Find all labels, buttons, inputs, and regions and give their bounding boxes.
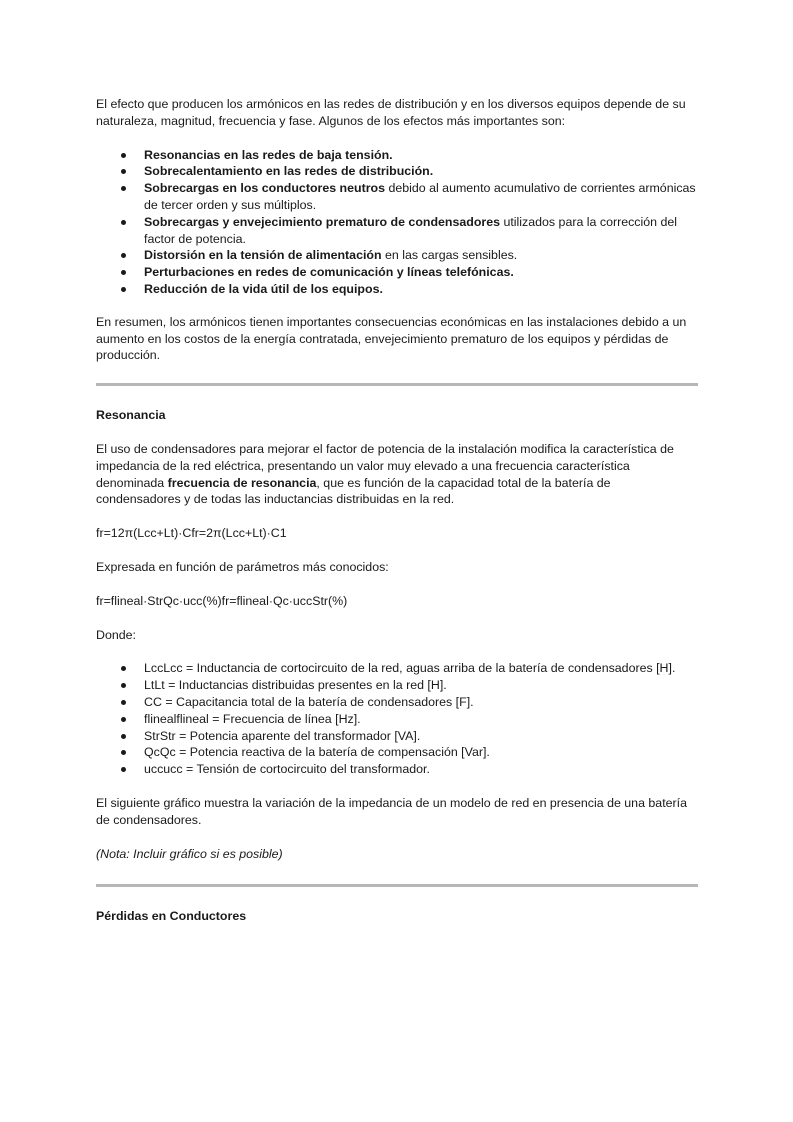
list-item — [144, 247, 698, 264]
list-item: QcQc = Potencia reactiva de la batería de compensación [Var]. — [144, 744, 698, 761]
list-item: StrStr = Potencia aparente del transformador [VA]. — [144, 728, 698, 745]
section-divider — [96, 884, 698, 887]
effects-list — [96, 147, 698, 298]
effect-bold: Sobrecargas en los conductores neutros — [144, 181, 385, 196]
list-item — [144, 264, 698, 281]
resonance-formula-params: fr=flineal·StrQc·ucc(%)fr=flineal·Qc·uccStr(%) — [96, 593, 348, 608]
list-item: CC = Capacitancia total de la batería de condensadores [F]. — [144, 694, 698, 711]
effect-bold: Sobrecargas y envejecimiento prematuro de condensadores — [144, 214, 501, 229]
graph-note: (Nota: Incluir gráfico si es posible) — [96, 846, 283, 861]
resonance-text-before: El uso de condensadores para mejorar el factor de potencia de la instalación modifica la característica de impedancia de la red eléctrica, presentando un valor muy elevado a una frecuencia característica denominada — [96, 441, 674, 490]
params-intro: Expresada en función de parámetros más conocidos: — [96, 559, 389, 574]
section-divider — [96, 383, 698, 386]
resonance-formula: fr=12π(Lcc+Lt)·Cfr=2π(Lcc+Lt)·C1 — [96, 526, 287, 541]
document-page — [96, 96, 698, 942]
losses-heading: Pérdidas en Conductores — [96, 909, 247, 924]
summary-paragraph: En resumen, los armónicos tienen importantes consecuencias económicas en las instalaciones debido a un aumento en los costos de la energía contratada, envejecimiento prematuro de los equipos y pérdidas de producción. — [96, 314, 687, 363]
list-item — [144, 147, 698, 164]
effect-text: debido al aumento acumulativo de corrientes armónicas de tercer orden y sus múltiplos. — [144, 181, 696, 212]
effect-text: utilizados para la corrección del factor de potencia. — [144, 214, 678, 246]
graph-paragraph: El siguiente gráfico muestra la variación de la impedancia de un modelo de red en presencia de una batería de condensadores. — [96, 795, 687, 827]
list-item: LtLt = Inductancias distribuidas presentes en la red [H]. — [144, 677, 698, 694]
effect-bold: Reducción de la vida útil de los equipos. — [144, 281, 383, 296]
resonance-text-bold: frecuencia de resonancia — [167, 475, 317, 490]
resonance-heading: Resonancia — [96, 408, 166, 423]
resonance-paragraph — [96, 441, 698, 508]
effect-bold: Resonancias en las redes de baja tensión. — [144, 147, 393, 162]
intro-paragraph: El efecto que producen los armónicos en las redes de distribución y en los diversos equipos depende de su naturaleza, magnitud, frecuencia y fase. Algunos de los efectos más importantes son: — [96, 97, 686, 128]
list-item: LccLcc = Inductancia de cortocircuito de la red, aguas arriba de la batería de condensadores [H]. — [144, 660, 698, 677]
list-item — [144, 180, 698, 214]
list-item — [144, 163, 698, 180]
list-item — [144, 281, 698, 298]
resonance-text-after: , que es función de la capacidad total de la batería de condensadores y de todas las inductancias distribuidas en la red. — [96, 475, 611, 507]
list-item: flinealflineal = Frecuencia de línea [Hz]. — [144, 711, 698, 728]
definitions-list — [96, 660, 698, 778]
effect-bold: Perturbaciones en redes de comunicación y líneas telefónicas. — [144, 265, 514, 280]
list-item — [144, 214, 698, 248]
list-item: uccucc = Tensión de cortocircuito del transformador. — [144, 761, 698, 778]
effect-bold: Sobrecalentamiento en las redes de distribución. — [144, 164, 434, 179]
effect-bold: Distorsión en la tensión de alimentación — [144, 248, 382, 263]
effect-text: en las cargas sensibles. — [381, 248, 518, 263]
where-label: Donde: — [96, 627, 136, 642]
